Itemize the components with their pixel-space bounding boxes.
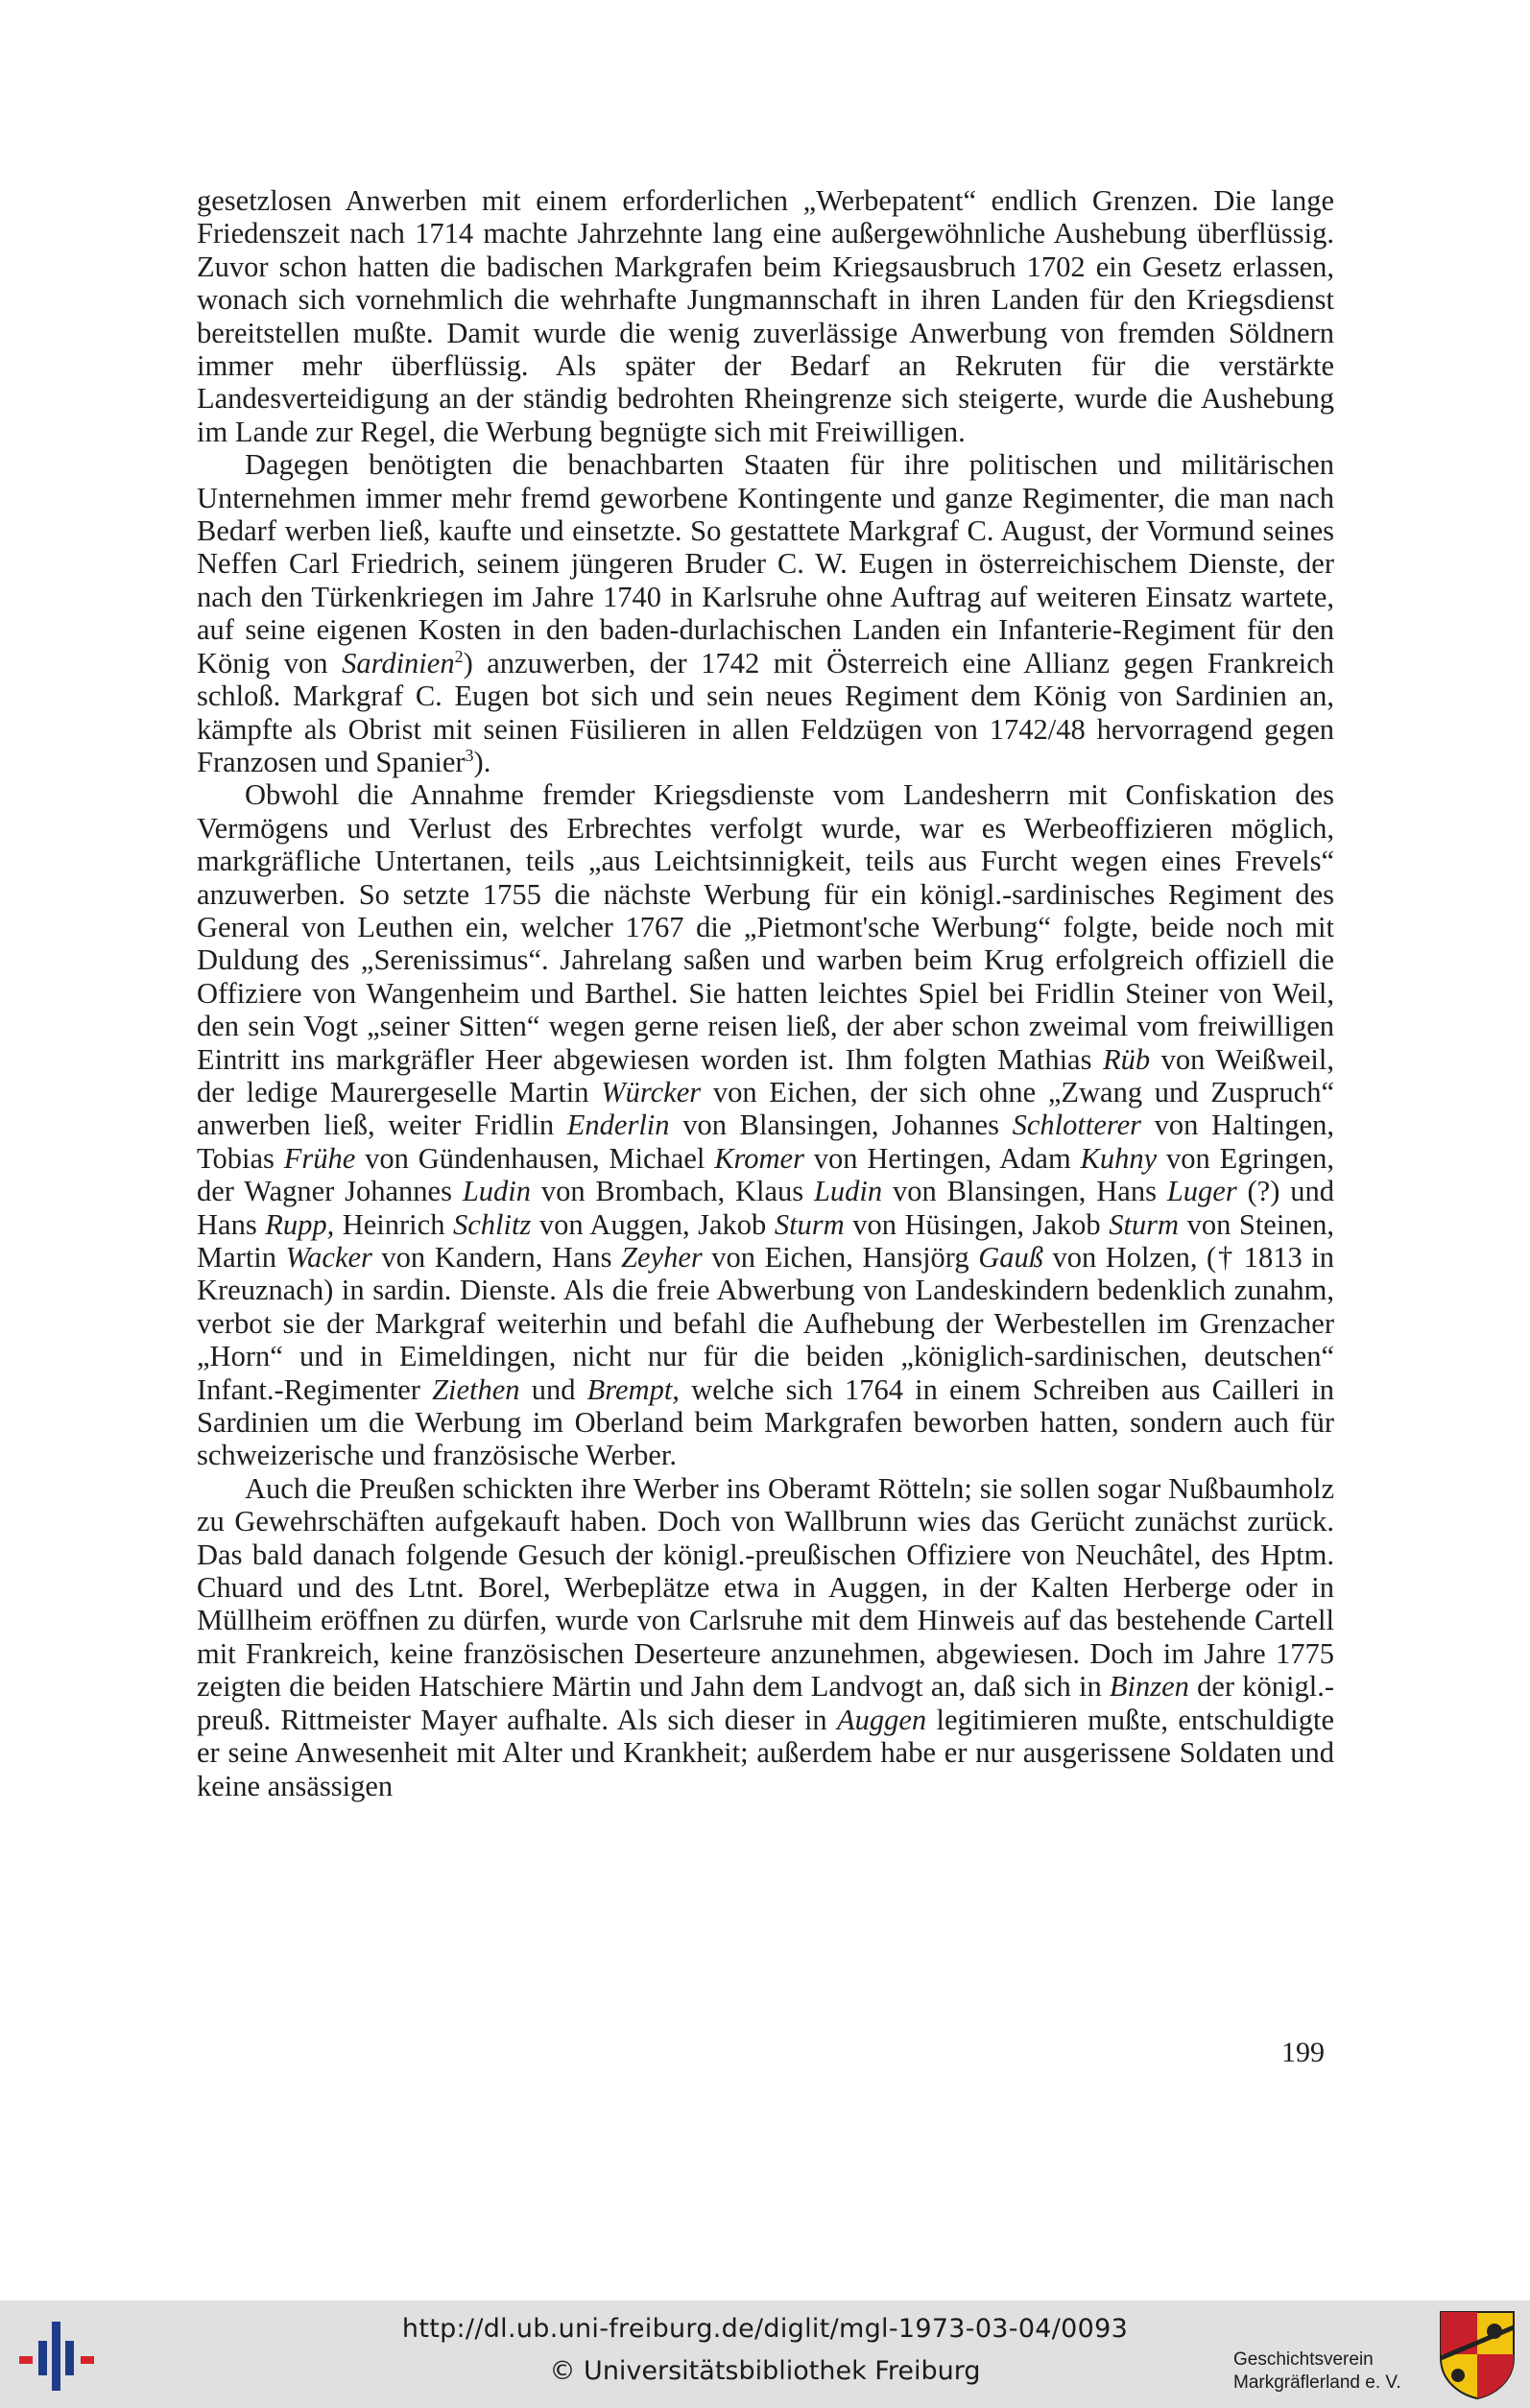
italic-name: Frühe	[283, 1141, 356, 1175]
society-name-line1: Geschichtsverein	[1233, 2349, 1374, 2370]
text-run: von Blansingen, Hans	[882, 1175, 1167, 1208]
text-run: Dagegen benötigten die benachbarten Staaten für ihre politischen und militärischen Unternehmen immer mehr fremd geworbene Kontingente und ganze Regimenter, die man nach Bedarf werben ließ, kaufte und einsetzte. So gestattete Markgraf C. August, der Vormund seines Neffen Carl Friedrich, seinem jüngeren Bruder C. W. Eugen in österreichischem Dienste, der nach den Türkenkriegen im Jahre 1740 in Karlsruhe ohne Auftrag auf weiteren Einsatz wartete, auf seine eigenen Kosten in den baden-durlachischen Landen ein Infanterie-Regiment für den König von	[197, 448, 1334, 679]
text-run: Obwohl die Annahme fremder Kriegsdienste vom Landesherrn mit Confiskation des Vermögens und Verlust des Erbrechtes verfolgt wurde, war es Werbeoffizieren möglich, markgräfliche Untertanen, teils „aus Leichtsinnigkeit, teils aus Furcht wegen eines Frevels“ anzuwerben. So setzte 1755 die nächste Werbung für ein königl.-sardinisches Regiment des General von Leuthen ein, welcher 1767 die „Pietmont'sche Werbung“ folgte, beide noch mit Duldung des „Serenissimus“. Jahrelang saßen und warben beim Krug erfolgreich offiziell die Offiziere von Wangenheim und Barthel. Sie hatten leichtes Spiel bei Fridlin Steiner von Weil, den sein Vogt „seiner Sitten“ wegen gerne reisen ließ, der aber schon zweimal vom freiwilligen Eintritt ins markgräfler Heer abgewiesen worden ist. Ihm folgten Mathias	[197, 778, 1334, 1076]
society-name-line2: Markgräflerland e. V.	[1233, 2372, 1401, 2393]
italic-name: Enderlin	[566, 1109, 670, 1142]
italic-name: Wacker	[285, 1241, 372, 1274]
text-run: von Holzen, († 1813 in Kreuznach) in sardin. Dienste. Als die freie Abwerbung von Landeskindern bedenklich zunahm, verbot sie der Markgraf weiterhin und befahl die Aufhebung der Werbestellen im Grenzacher „Horn“ und in Eimeldingen, nicht nur für die beiden „königlich-sardinischen, deutschen“ Infant.-Regimenter	[197, 1241, 1334, 1406]
text-run: von Steinen, Martin	[197, 1207, 1334, 1274]
italic-name: Auggen	[837, 1703, 927, 1736]
society-name[interactable]	[1233, 2348, 1435, 2395]
paragraph	[197, 1472, 1334, 1802]
italic-name: Schlotterer	[1012, 1109, 1142, 1142]
italic-name: Ludin	[813, 1175, 883, 1208]
text-run: von Weißweil, der ledige Maurergeselle Martin	[197, 1042, 1334, 1109]
italic-name: Kuhny	[1080, 1141, 1158, 1175]
italic-name: Luger	[1166, 1175, 1237, 1208]
paragraph	[197, 448, 1334, 778]
text-run: von Eichen, Hansjörg	[702, 1241, 979, 1274]
text-run: und	[519, 1372, 587, 1406]
italic-name: Ludin	[462, 1175, 531, 1208]
text-run: welche sich 1764 in einem Schreiben aus Cailleri in Sardinien um die Werbung im Oberland beim Markgrafen beworben hatten, sondern auch für schweizerische und französische Werber.	[197, 1372, 1335, 1472]
italic-name: Kromer	[714, 1141, 804, 1175]
footnote-marker: 2	[454, 646, 464, 666]
text-run: von Brombach, Klaus	[531, 1175, 814, 1208]
italic-name: Schlitz	[452, 1207, 532, 1241]
text-run: von Eichen, der sich ohne „Zwang und Zuspruch“ anwerben ließ, weiter Fridlin	[197, 1075, 1334, 1142]
text-run: ) anzuwerben, der 1742 mit Österreich eine Allianz gegen Frankreich schloß. Markgraf C. Eugen bot sich und sein neues Regiment dem König von Sardinien an, kämpfte als Obrist mit seinen Füsilieren in allen Feldzügen von 1742/48 hervorragend gegen Franzosen und Spanier	[197, 646, 1335, 778]
text-run: von Egringen, der Wagner Johannes	[197, 1141, 1335, 1208]
text-run: von Hüsingen, Jakob	[844, 1207, 1110, 1241]
markgraeflerland-crest-icon[interactable]	[1437, 2308, 1518, 2400]
italic-name: Sturm	[774, 1207, 845, 1241]
text-run: von Haltingen, Tobias	[197, 1109, 1334, 1175]
italic-name: Rupp,	[265, 1207, 335, 1241]
italic-name: Ziethen	[432, 1372, 520, 1406]
text-run: von Kandern, Hans	[371, 1241, 622, 1274]
text-run: der königl.-preuß. Rittmeister Mayer aufhalte. Als sich dieser in	[197, 1670, 1334, 1736]
italic-name: Zeyher	[621, 1241, 703, 1274]
footnote-marker: 3	[465, 745, 474, 765]
text-run: von Auggen, Jakob	[531, 1207, 775, 1241]
text-run: legitimieren mußte, entschuldigte er seine Anwesenheit mit Alter und Krankheit; außerdem habe er nur ausgerissene Soldaten und keine ansässigen	[197, 1703, 1334, 1802]
italic-name: Rüb	[1102, 1042, 1151, 1076]
page-number: 199	[1281, 2037, 1325, 2068]
italic-name: Würcker	[601, 1075, 702, 1109]
italic-name: Brempt,	[586, 1372, 680, 1406]
text-run: von Hertingen, Adam	[803, 1141, 1081, 1175]
text-run: von Blansingen, Johannes	[669, 1109, 1013, 1142]
viewer-footer	[0, 2301, 1530, 2408]
copyright-text: © Universitätsbibliothek Freiburg	[549, 2356, 981, 2386]
text-run: Heinrich	[334, 1207, 453, 1241]
paragraph	[197, 778, 1334, 1472]
text-run: Auch die Preußen schickten ihre Werber ins Oberamt Rötteln; sie sollen sogar Nußbaumholz zu Gewehrschäften aufgekauft haben. Doch von Wallbrunn wies das Gerücht zunächst zurück. Das bald danach folgende Gesuch der königl.-preußischen Offiziere von Neuchâtel, des Hptm. Chuard und des Ltnt. Borel, Werbeplätze etwa in Auggen, in der Kalten Herberge oder in Müllheim eröffnen zu dürfen, wurde von Carlsruhe mit dem Hinweis auf das bestehende Cartell mit Frankreich, keine französischen Deserteure anzunehmen, abgewiesen. Doch im Jahre 1775 zeigten die beiden Hatschiere Märtin und Jahn dem Landvogt an, daß sich in	[197, 1471, 1334, 1704]
italic-name: Sardinien	[342, 646, 455, 679]
italic-name: Sturm	[1109, 1207, 1180, 1241]
text-run: ).	[473, 745, 491, 778]
text-run: gesetzlosen Anwerben mit einem erforderlichen „Werbepatent“ endlich Grenzen. Die lange Friedenszeit nach 1714 machte Jahrzehnte lang eine außergewöhnliche Aushebung überflüssig. Zuvor schon hatten die badischen Markgrafen beim Kriegsausbruch 1702 ein Gesetz erlassen, wonach sich vornehmlich die wehrhafte Jungmannschaft in ihren Landen für den Kriegsdienst bereitstellen mußte. Damit wurde die wenig zuverlässige Anwerbung von fremden Söldnern immer mehr überflüssig. Als später der Bedarf an Rekruten für die verstärkte Landesverteidigung an der ständig bedrohten Rheingrenze sich steigerte, wurde die Aushebung im Lande zur Regel, die Werbung begnügte sich mit Freiwilligen.	[197, 184, 1334, 448]
document-url-link[interactable]: http://dl.ub.uni-freiburg.de/diglit/mgl-1973-03-04/0093	[401, 2314, 1129, 2344]
italic-name: Gauß	[978, 1241, 1043, 1274]
text-run: von Gündenhausen, Michael	[355, 1141, 715, 1175]
text-run: (?) und Hans	[197, 1175, 1334, 1241]
page-text	[197, 184, 1334, 1802]
paragraph	[197, 184, 1334, 448]
italic-name: Binzen	[1109, 1670, 1189, 1704]
